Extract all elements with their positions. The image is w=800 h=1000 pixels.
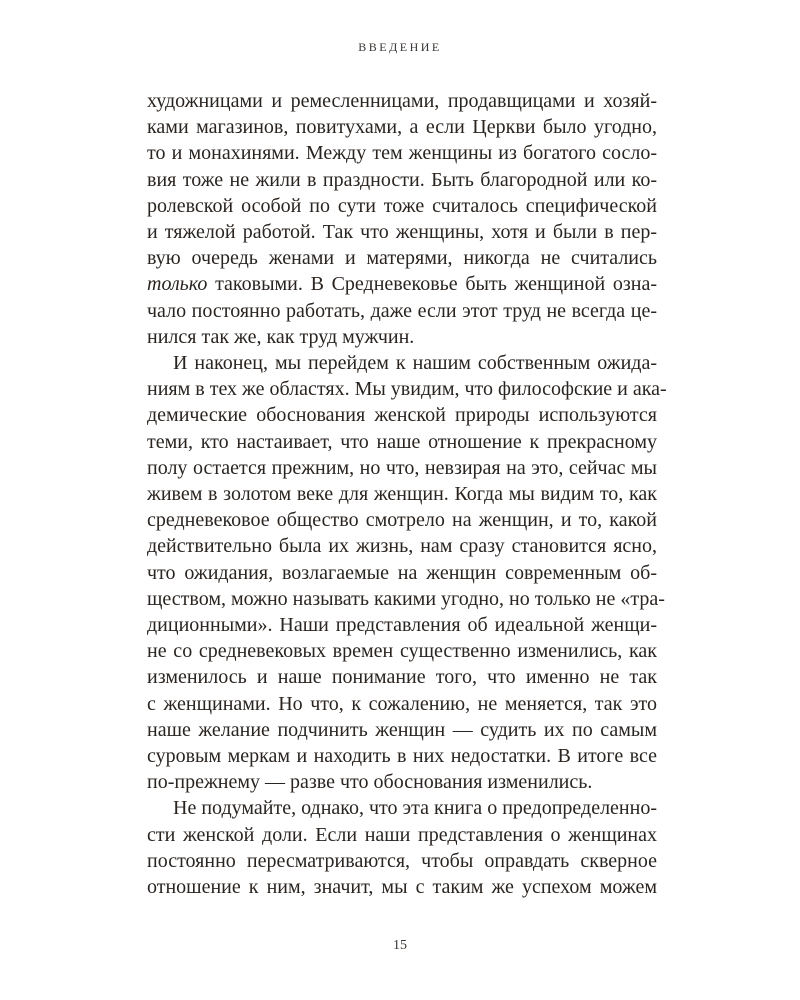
text-line: отношение к ним, значит, мы с таким же успехом можем [147,876,657,899]
text-line [147,271,657,297]
paragraph [147,350,667,795]
text-line: средневековое общество смотрело на женщин, и то, какой [147,509,657,532]
text-line: суровым меркам и находить в них недостатки. В итоге все [147,745,657,768]
text-line: вую очередь женами и матерями, никогда не считались [147,247,657,270]
text-line: ществом, можно называть какими угодно, но только не «тра- [147,587,665,610]
text-line: художницами и ремесленницами, продавщицами и хозяй- [147,90,657,112]
text-line: диционными». Наши представления об идеальной женщи- [147,614,657,637]
text-line: нился так же, как труд мужчин. [147,325,415,348]
text-line: и тяжелой работой. Так что женщины, хотя и были в пер- [147,221,657,244]
text-line: что ожидания, возлагаемые на женщин современным об- [147,561,657,584]
text-line: живем в золотом веке для женщин. Когда мы видим то, как [147,483,657,506]
page-number: 15 [393,938,407,953]
text-line: Не подумайте, однако, что эта книга о предопределенно- [173,797,657,820]
text-line: ками магазинов, повитухами, а если Церкви было угодно, [147,116,657,139]
text-line: теми, кто настаивает, что наше отношение к прекрасному [147,430,657,453]
text-line: ролевской особой по сути тоже считалось специфической [147,194,657,217]
text-line: сти женской доли. Если наши представления о женщинах [147,823,657,846]
text-line: вия тоже не жили в праздности. Быть благородной или ко- [147,168,657,191]
text-line: по-прежнему — разве что обоснования изменились. [147,771,593,794]
text-line: полу остается прежним, но что, невзирая на это, сейчас мы [147,456,657,479]
text-line: ниям в тех же областях. Мы увидим, что философские и ака- [147,378,667,401]
text-line: изменилось и наше понимание того, что именно не так [147,666,657,689]
text-line: с женщинами. Но что, к сожалению, не меняется, так это [147,692,657,715]
text-line: постоянно пересматриваются, чтобы оправдать скверное [147,849,657,872]
emphasized-word: только [147,273,208,296]
text-fragment: таковыми. В Средневековье быть женщиной озна- [207,273,657,296]
text-line: демические обоснования женской природы используются [147,404,657,427]
paragraph [147,88,657,350]
text-line: не со средневековых времен существенно изменились, как [147,640,657,663]
text-line: чало постоянно работать, даже если этот труд не всегда це- [147,299,657,322]
text-line: действительно была их жизнь, нам сразу становится ясно, [147,535,657,558]
body-text [147,88,667,900]
running-head: ВВЕДЕНИЕ [358,40,442,54]
text-line: И наконец, мы перейдем к нашим собственным ожида- [173,352,657,375]
paragraph [147,795,657,900]
text-line: то и монахинями. Между тем женщины из богатого сосло- [147,142,657,165]
text-line: наше желание подчинить женщин — судить их по самым [147,718,657,741]
